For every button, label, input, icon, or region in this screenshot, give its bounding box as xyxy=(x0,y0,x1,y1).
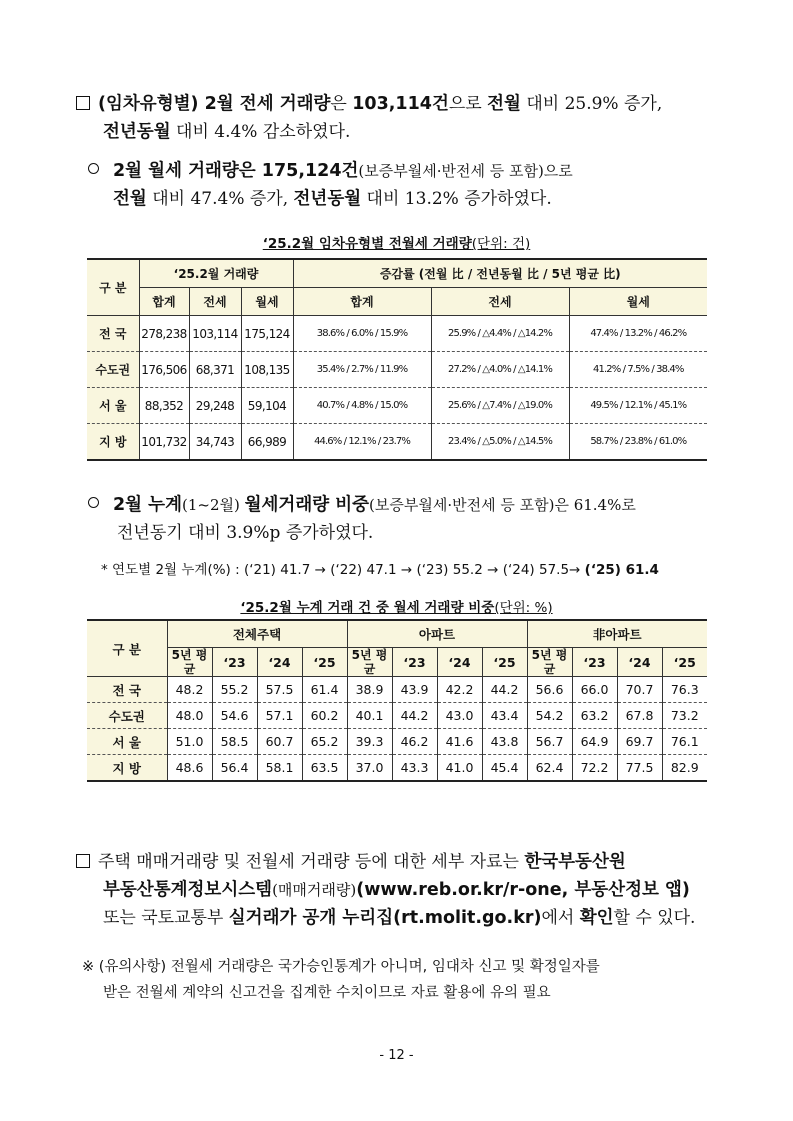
table-cell: 40.1 xyxy=(347,703,392,729)
cell-rate-total: 44.6% / 12.1% / 23.7% xyxy=(293,424,431,461)
table-cell: 54.6 xyxy=(212,703,257,729)
cell-rate-jeonse: 25.9% / △4.4% / △14.2% xyxy=(431,316,569,352)
table-cell: 61.4 xyxy=(302,677,347,703)
header-rate: 증감률 (전월 比 / 전년동월 比 / 5년 평균 比) xyxy=(293,259,707,288)
table-cell: 42.2 xyxy=(437,677,482,703)
table-cell: 64.9 xyxy=(572,729,617,755)
table-cell: 43.9 xyxy=(392,677,437,703)
header-sub-24: ‘24 xyxy=(437,648,482,677)
table-cell: 66.0 xyxy=(572,677,617,703)
table-cell: 56.4 xyxy=(212,755,257,782)
table-cell: 76.1 xyxy=(662,729,707,755)
cell-jeonse: 68,371 xyxy=(189,352,241,388)
caution-line2: 받은 전월세 계약의 신고건을 집계한 수치이므로 자료 활용에 유의 필요 xyxy=(103,985,551,1001)
table-row xyxy=(87,388,707,424)
cell-total: 278,238 xyxy=(139,316,189,352)
row-label: 수도권 xyxy=(87,703,167,729)
table-cell: 44.2 xyxy=(392,703,437,729)
bullet1-line2: 전월 대비 47.4% 증가, 전년동월 대비 13.2% 증가하였다. xyxy=(113,189,552,209)
table-cell: 48.6 xyxy=(167,755,212,782)
cell-wolse: 66,989 xyxy=(241,424,293,461)
row-label: 수도권 xyxy=(87,352,139,388)
table-cell: 43.3 xyxy=(392,755,437,782)
checkbox-square-icon xyxy=(76,854,90,868)
table-cell: 77.5 xyxy=(617,755,662,782)
header-gubun: 구 분 xyxy=(87,259,139,316)
cell-wolse: 108,135 xyxy=(241,352,293,388)
row-label: 지 방 xyxy=(87,424,139,461)
header-rate-total: 합계 xyxy=(293,288,431,316)
cell-total: 101,732 xyxy=(139,424,189,461)
header-gubun: 구 분 xyxy=(87,620,167,677)
row-label: 전 국 xyxy=(87,316,139,352)
table-cell: 67.8 xyxy=(617,703,662,729)
table-cell: 54.2 xyxy=(527,703,572,729)
monthly-rent-share-table xyxy=(87,619,707,782)
cell-jeonse: 34,743 xyxy=(189,424,241,461)
header-sub-23: ‘23 xyxy=(212,648,257,677)
table-cell: 57.1 xyxy=(257,703,302,729)
table-cell: 43.0 xyxy=(437,703,482,729)
section2-line2: 부동산통계정보시스템(매매거래량)(www.reb.or.kr/r-one, 부동산정보 앱) xyxy=(103,880,690,900)
cell-wolse: 175,124 xyxy=(241,316,293,352)
cell-rate-wolse: 41.2% / 7.5% / 38.4% xyxy=(569,352,707,388)
bullet2-line2: 전년동기 대비 3.9%p 증가하였다. xyxy=(117,523,374,543)
checkbox-square-icon xyxy=(76,96,90,110)
header-sub-24: ‘24 xyxy=(617,648,662,677)
table-cell: 43.8 xyxy=(482,729,527,755)
header-wolse: 월세 xyxy=(241,288,293,316)
table-cell: 48.2 xyxy=(167,677,212,703)
table2-caption: ‘25.2월 누계 거래 건 중 월세 거래량 비중(단위: %) xyxy=(240,600,553,616)
table-cell: 82.9 xyxy=(662,755,707,782)
table-cell: 41.0 xyxy=(437,755,482,782)
header-sub-23: ‘23 xyxy=(572,648,617,677)
row-label: 서 울 xyxy=(87,729,167,755)
row-label: 서 울 xyxy=(87,388,139,424)
header-sub-5yr-avg: 5년 평균 xyxy=(527,648,572,677)
cell-total: 176,506 xyxy=(139,352,189,388)
bullet1-line1: 2월 월세 거래량은 175,124건(보증부월세·반전세 등 포함)으로 xyxy=(88,160,573,182)
table-cell: 41.6 xyxy=(437,729,482,755)
header-sub-25: ‘25 xyxy=(302,648,347,677)
table-cell: 51.0 xyxy=(167,729,212,755)
table-cell: 55.2 xyxy=(212,677,257,703)
header-rate-jeonse: 전세 xyxy=(431,288,569,316)
table-row xyxy=(87,352,707,388)
table-cell: 58.1 xyxy=(257,755,302,782)
header-sub-25: ‘25 xyxy=(662,648,707,677)
table-cell: 56.6 xyxy=(527,677,572,703)
table-cell: 44.2 xyxy=(482,677,527,703)
bullet2-line1: 2월 누계(1~2월) 월세거래량 비중(보증부월세·반전세 등 포함)은 61.4%로 xyxy=(88,494,636,516)
table-cell: 62.4 xyxy=(527,755,572,782)
cell-rate-wolse: 47.4% / 13.2% / 46.2% xyxy=(569,316,707,352)
table-cell: 60.2 xyxy=(302,703,347,729)
header-group-non-apartment: 非아파트 xyxy=(527,620,707,648)
cell-rate-jeonse: 25.6% / △7.4% / △19.0% xyxy=(431,388,569,424)
table1-caption: ‘25.2월 임차유형별 전월세 거래량(단위: 건) xyxy=(262,236,531,252)
table-row xyxy=(87,755,707,782)
table-cell: 37.0 xyxy=(347,755,392,782)
table-cell: 76.3 xyxy=(662,677,707,703)
rental-volume-table xyxy=(87,258,707,461)
section1-line2: 전년동월 대비 4.4% 감소하였다. xyxy=(103,122,351,142)
table-cell: 39.3 xyxy=(347,729,392,755)
caution-line1: ※ (유의사항) 전월세 거래량은 국가승인통계가 아니며, 임대차 신고 및 확정일자를 xyxy=(82,959,600,975)
table-row xyxy=(87,703,707,729)
header-group-all-housing: 전체주택 xyxy=(167,620,347,648)
cell-wolse: 59,104 xyxy=(241,388,293,424)
cell-rate-total: 38.6% / 6.0% / 15.9% xyxy=(293,316,431,352)
header-total: 합계 xyxy=(139,288,189,316)
table-cell: 58.5 xyxy=(212,729,257,755)
cell-rate-total: 35.4% / 2.7% / 11.9% xyxy=(293,352,431,388)
cell-total: 88,352 xyxy=(139,388,189,424)
table-cell: 72.2 xyxy=(572,755,617,782)
table-cell: 48.0 xyxy=(167,703,212,729)
cell-rate-wolse: 49.5% / 12.1% / 45.1% xyxy=(569,388,707,424)
table-cell: 63.5 xyxy=(302,755,347,782)
section2-line1: 주택 매매거래량 및 전월세 거래량 등에 대한 세부 자료는 한국부동산원 xyxy=(76,851,626,873)
table-cell: 43.4 xyxy=(482,703,527,729)
table-cell: 69.7 xyxy=(617,729,662,755)
header-sub-5yr-avg: 5년 평균 xyxy=(347,648,392,677)
table-cell: 56.7 xyxy=(527,729,572,755)
yearly-note: * 연도별 2월 누계(%) : (‘21) 41.7 → (‘22) 47.1 → (‘23) 55.2 → (‘24) 57.5→ (‘25) 61.4 xyxy=(101,562,659,578)
cell-jeonse: 29,248 xyxy=(189,388,241,424)
table-cell: 46.2 xyxy=(392,729,437,755)
header-rate-wolse: 월세 xyxy=(569,288,707,316)
table-cell: 63.2 xyxy=(572,703,617,729)
header-sub-24: ‘24 xyxy=(257,648,302,677)
table-row xyxy=(87,316,707,352)
table-cell: 45.4 xyxy=(482,755,527,782)
cell-rate-wolse: 58.7% / 23.8% / 61.0% xyxy=(569,424,707,461)
table-cell: 65.2 xyxy=(302,729,347,755)
table-cell: 57.5 xyxy=(257,677,302,703)
cell-jeonse: 103,114 xyxy=(189,316,241,352)
header-volume: ‘25.2월 거래량 xyxy=(139,259,293,288)
page-number: - 12 - xyxy=(379,1048,414,1063)
header-sub-5yr-avg: 5년 평균 xyxy=(167,648,212,677)
row-label: 지 방 xyxy=(87,755,167,782)
table-cell: 70.7 xyxy=(617,677,662,703)
bullet-circle-icon xyxy=(88,163,99,174)
cell-rate-jeonse: 23.4% / △5.0% / △14.5% xyxy=(431,424,569,461)
table-row xyxy=(87,424,707,461)
table-row xyxy=(87,729,707,755)
header-jeonse: 전세 xyxy=(189,288,241,316)
header-group-apartment: 아파트 xyxy=(347,620,527,648)
cell-rate-jeonse: 27.2% / △4.0% / △14.1% xyxy=(431,352,569,388)
section1-line1: (임차유형별) 2월 전세 거래량은 103,114건으로 전월 대비 25.9% 증가, xyxy=(76,93,662,115)
table-cell: 38.9 xyxy=(347,677,392,703)
table-cell: 60.7 xyxy=(257,729,302,755)
row-label: 전 국 xyxy=(87,677,167,703)
header-sub-25: ‘25 xyxy=(482,648,527,677)
bullet-circle-icon xyxy=(88,497,99,508)
table-row xyxy=(87,677,707,703)
header-sub-23: ‘23 xyxy=(392,648,437,677)
table-cell: 73.2 xyxy=(662,703,707,729)
cell-rate-total: 40.7% / 4.8% / 15.0% xyxy=(293,388,431,424)
section2-line3: 또는 국토교통부 실거래가 공개 누리집(rt.molit.go.kr)에서 확인할 수 있다. xyxy=(103,908,696,928)
